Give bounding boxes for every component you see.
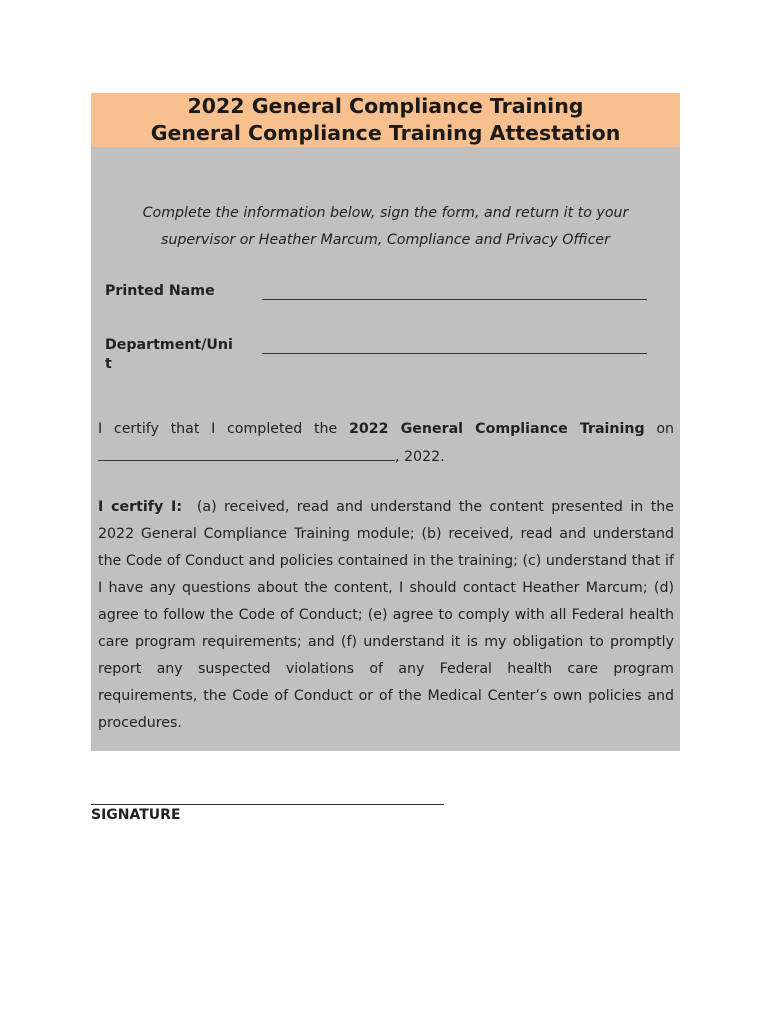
department-label-line-2: t [105,356,112,372]
understanding-statement [98,494,674,737]
form-title: 2022 General Compliance Training [187,94,584,118]
instructions [91,200,680,254]
completion-year: , 2022. [395,449,445,465]
completion-statement [98,415,674,443]
form-header [91,93,680,147]
completion-prefix: I certify that I completed the [98,421,338,437]
instructions-line-2: supervisor or Heather Marcum, Compliance and Privacy Officer [161,232,610,248]
completion-date-field[interactable] [98,446,395,461]
training-name: 2022 General Compliance Training [349,421,645,437]
department-label-line-1: Department/Uni [105,337,233,353]
department-field[interactable] [262,353,647,354]
completion-date-row [98,443,445,471]
form-panel [91,147,680,751]
understanding-body: (a) received, read and understand the content presented in the 2022 General Compliance Training module; (b) received, read and understand the Code of Conduct and policies contained in the training; (c) understand that if I have any questions about the content, I should contact Heather Marcum; (d) agree to follow the Code of Conduct; (e) agree to comply with all Federal health care program requirements; and (f) understand it is my obligation to promptly report any suspected violations of any Federal health care program requirements, the Code of Conduct or of the Medical Center’s own policies and procedures. [98,499,674,731]
printed-name-field[interactable] [262,299,647,300]
printed-name-label: Printed Name [105,283,215,299]
department-label [105,336,245,374]
completion-suffix: on [656,421,675,437]
understanding-lead: I certify I: [98,499,183,515]
signature-field[interactable] [91,804,444,805]
form-subtitle: General Compliance Training Attestation [150,121,621,145]
instructions-line-1: Complete the information below, sign the form, and return it to your [142,205,629,221]
signature-label: SIGNATURE [91,807,181,823]
